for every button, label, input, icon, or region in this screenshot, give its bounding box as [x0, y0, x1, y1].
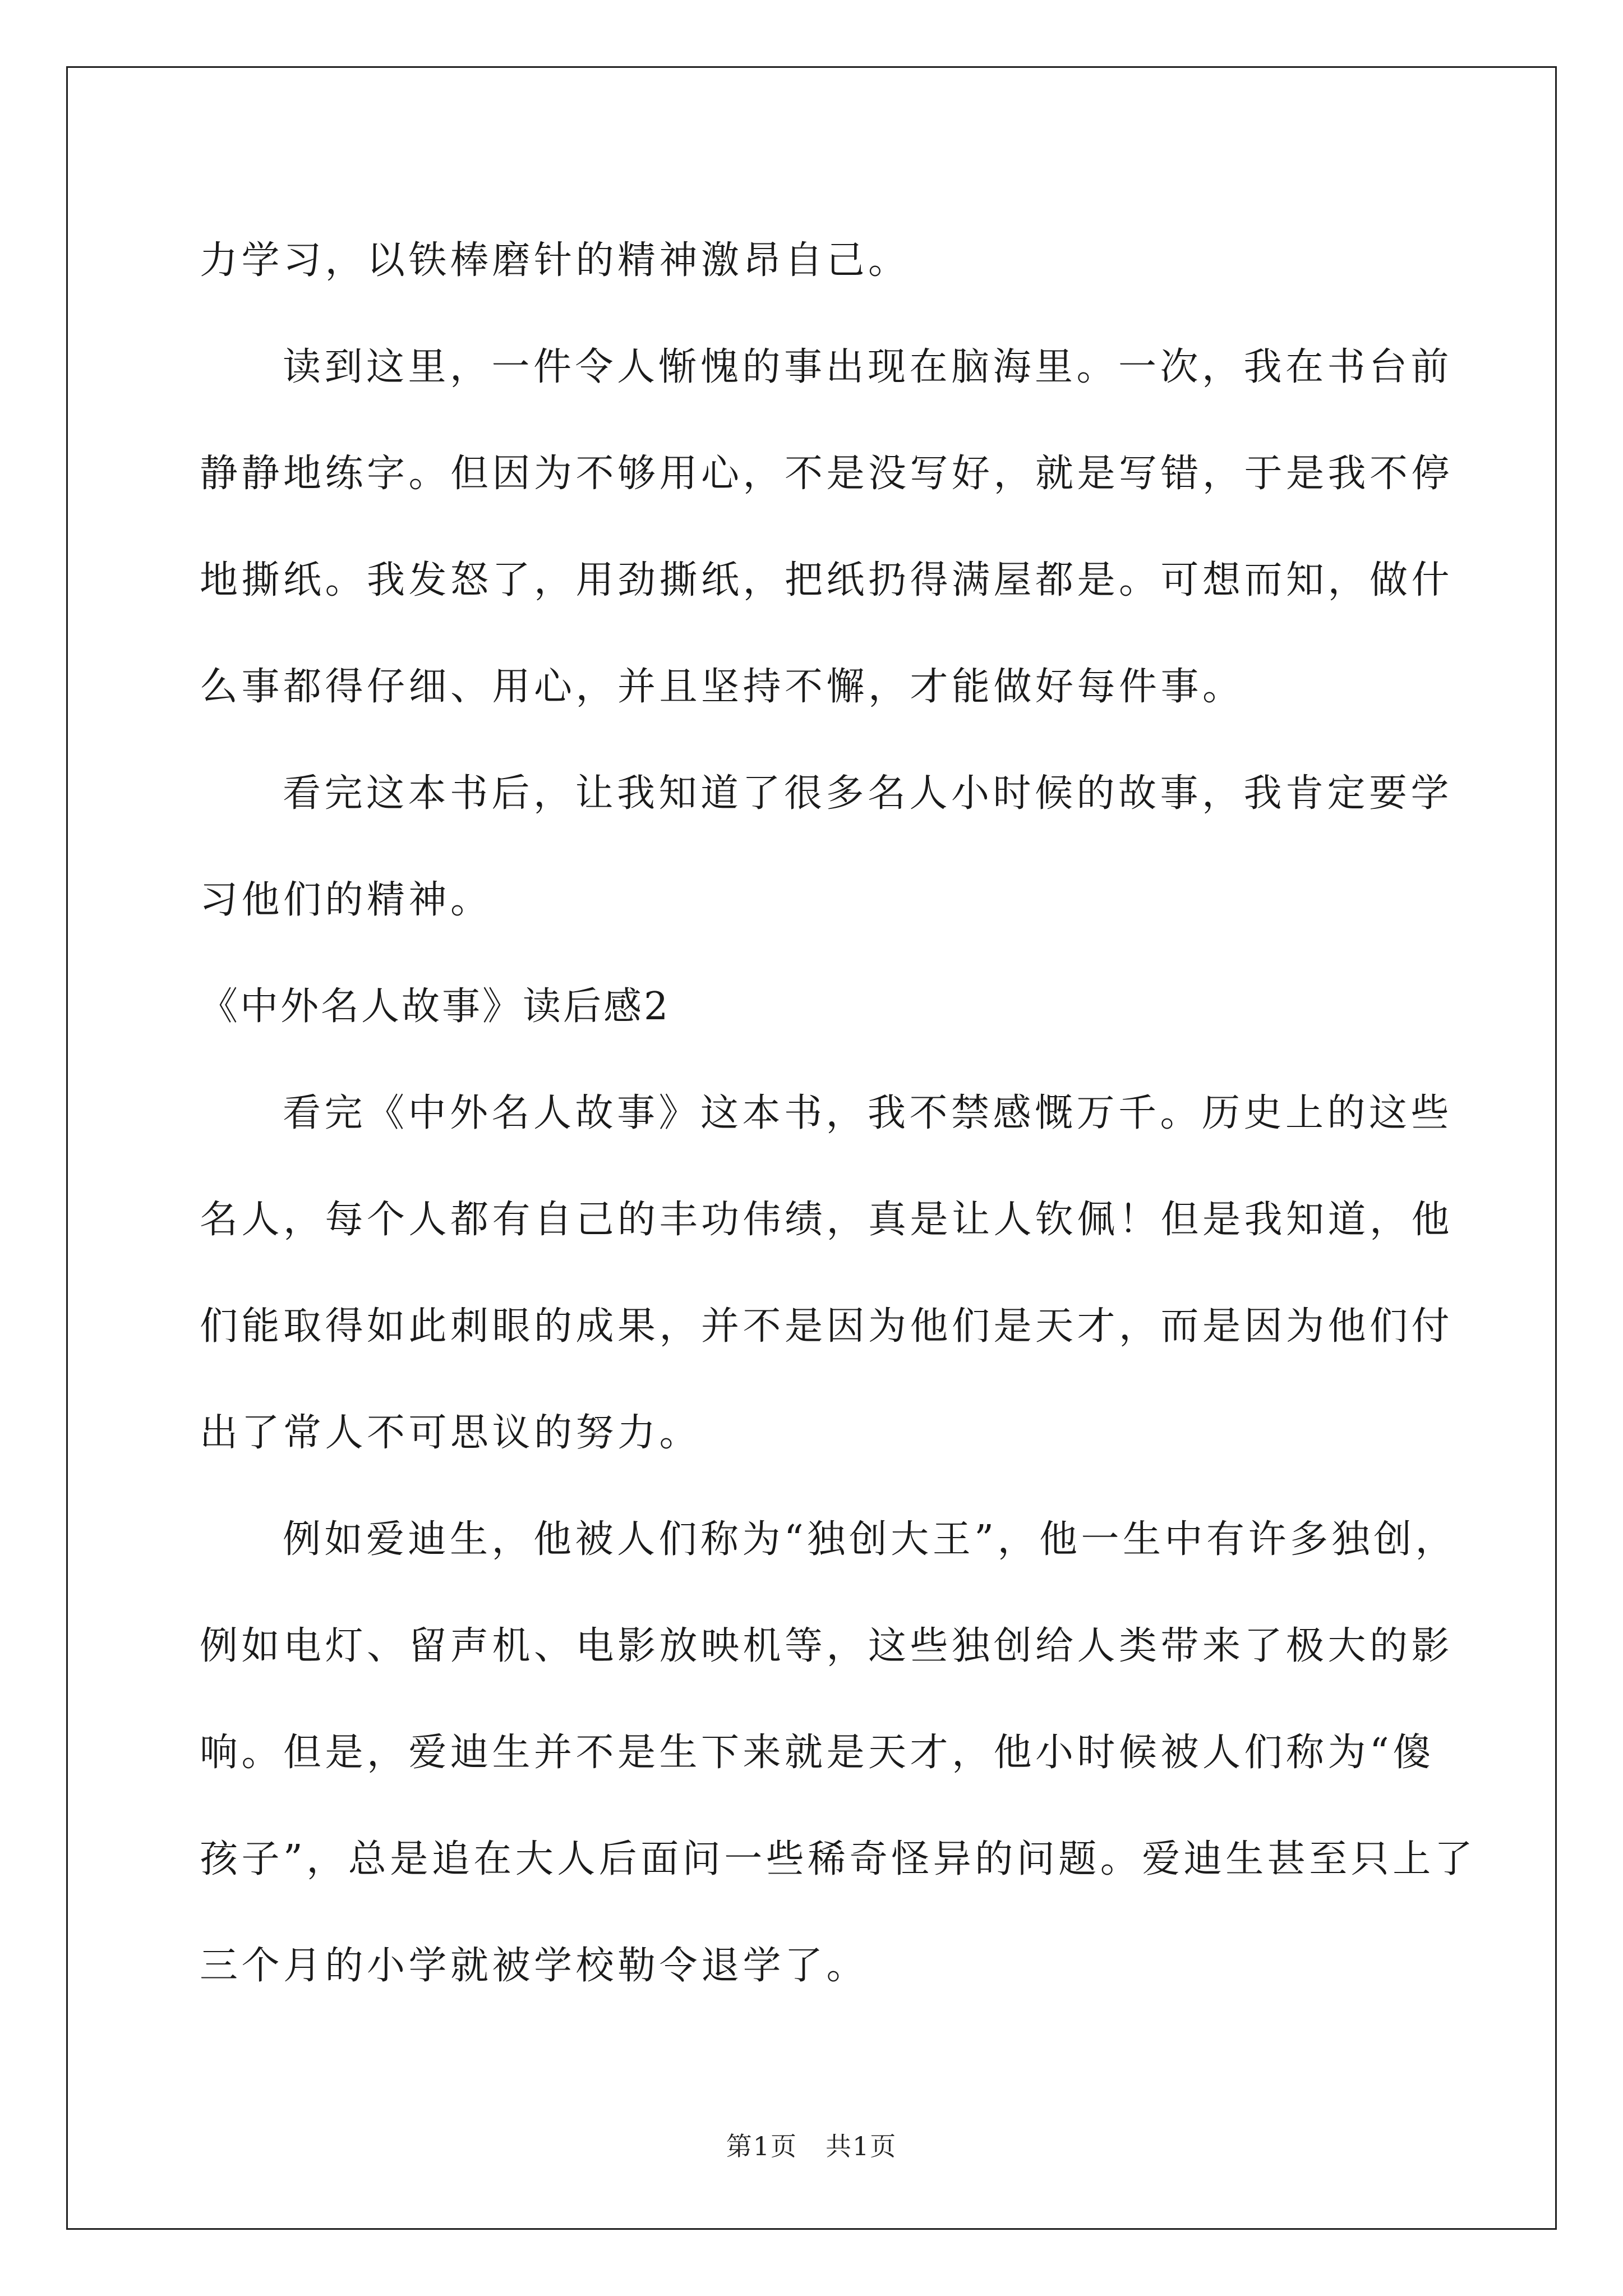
text-line: 响。但是，爱迪生并不是生下来就是天才，他小时候被人们称为“傻	[200, 1731, 1435, 1775]
text-line: 么事都得仔细、用心，并且坚持不懈，才能做好每件事。	[200, 665, 1244, 709]
paragraph-start-line: 看完《中外名人故事》这本书，我不禁感慨万千。历史上的这些	[283, 1091, 1453, 1135]
document-body	[200, 208, 1477, 2019]
text-line: 习他们的精神。	[200, 878, 492, 922]
paragraph-start-line: 读到这里，一件令人惭愧的事出现在脑海里。一次，我在书台前	[283, 345, 1453, 389]
text-line: 三个月的小学就被学校勒令退学了。	[200, 1944, 869, 1988]
paragraph-start-line: 例如爱迪生，他被人们称为“独创大王”，他一生中有许多独创，	[283, 1517, 1458, 1562]
page-total: 共1页	[826, 2131, 897, 2161]
text-line: 地撕纸。我发怒了，用劲撕纸，把纸扔得满屋都是。可想而知，做什	[200, 558, 1454, 602]
page-number: 第1页	[726, 2131, 797, 2161]
section-heading: 《中外名人故事》读后感2	[200, 984, 671, 1029]
text-line: 力学习，以铁棒磨针的精神激昂自己。	[200, 238, 910, 283]
paragraph-start-line: 看完这本书后，让我知道了很多名人小时候的故事，我肯定要学	[283, 771, 1453, 816]
text-line: 们能取得如此刺眼的成果，并不是因为他们是天才，而是因为他们付	[200, 1304, 1454, 1349]
text-line: 孩子”，总是追在大人后面问一些稀奇怪异的问题。爱迪生甚至只上了	[200, 1837, 1477, 1881]
text-line: 静静地练字。但因为不够用心，不是没写好，就是写错，于是我不停	[200, 452, 1454, 496]
text-line: 名人，每个人都有自己的丰功伟绩，真是让人钦佩！但是我知道，他	[200, 1198, 1454, 1242]
page-footer	[0, 2126, 1623, 2163]
text-line: 例如电灯、留声机、电影放映机等，这些独创给人类带来了极大的影	[200, 1624, 1454, 1668]
text-line: 出了常人不可思议的努力。	[200, 1411, 702, 1455]
